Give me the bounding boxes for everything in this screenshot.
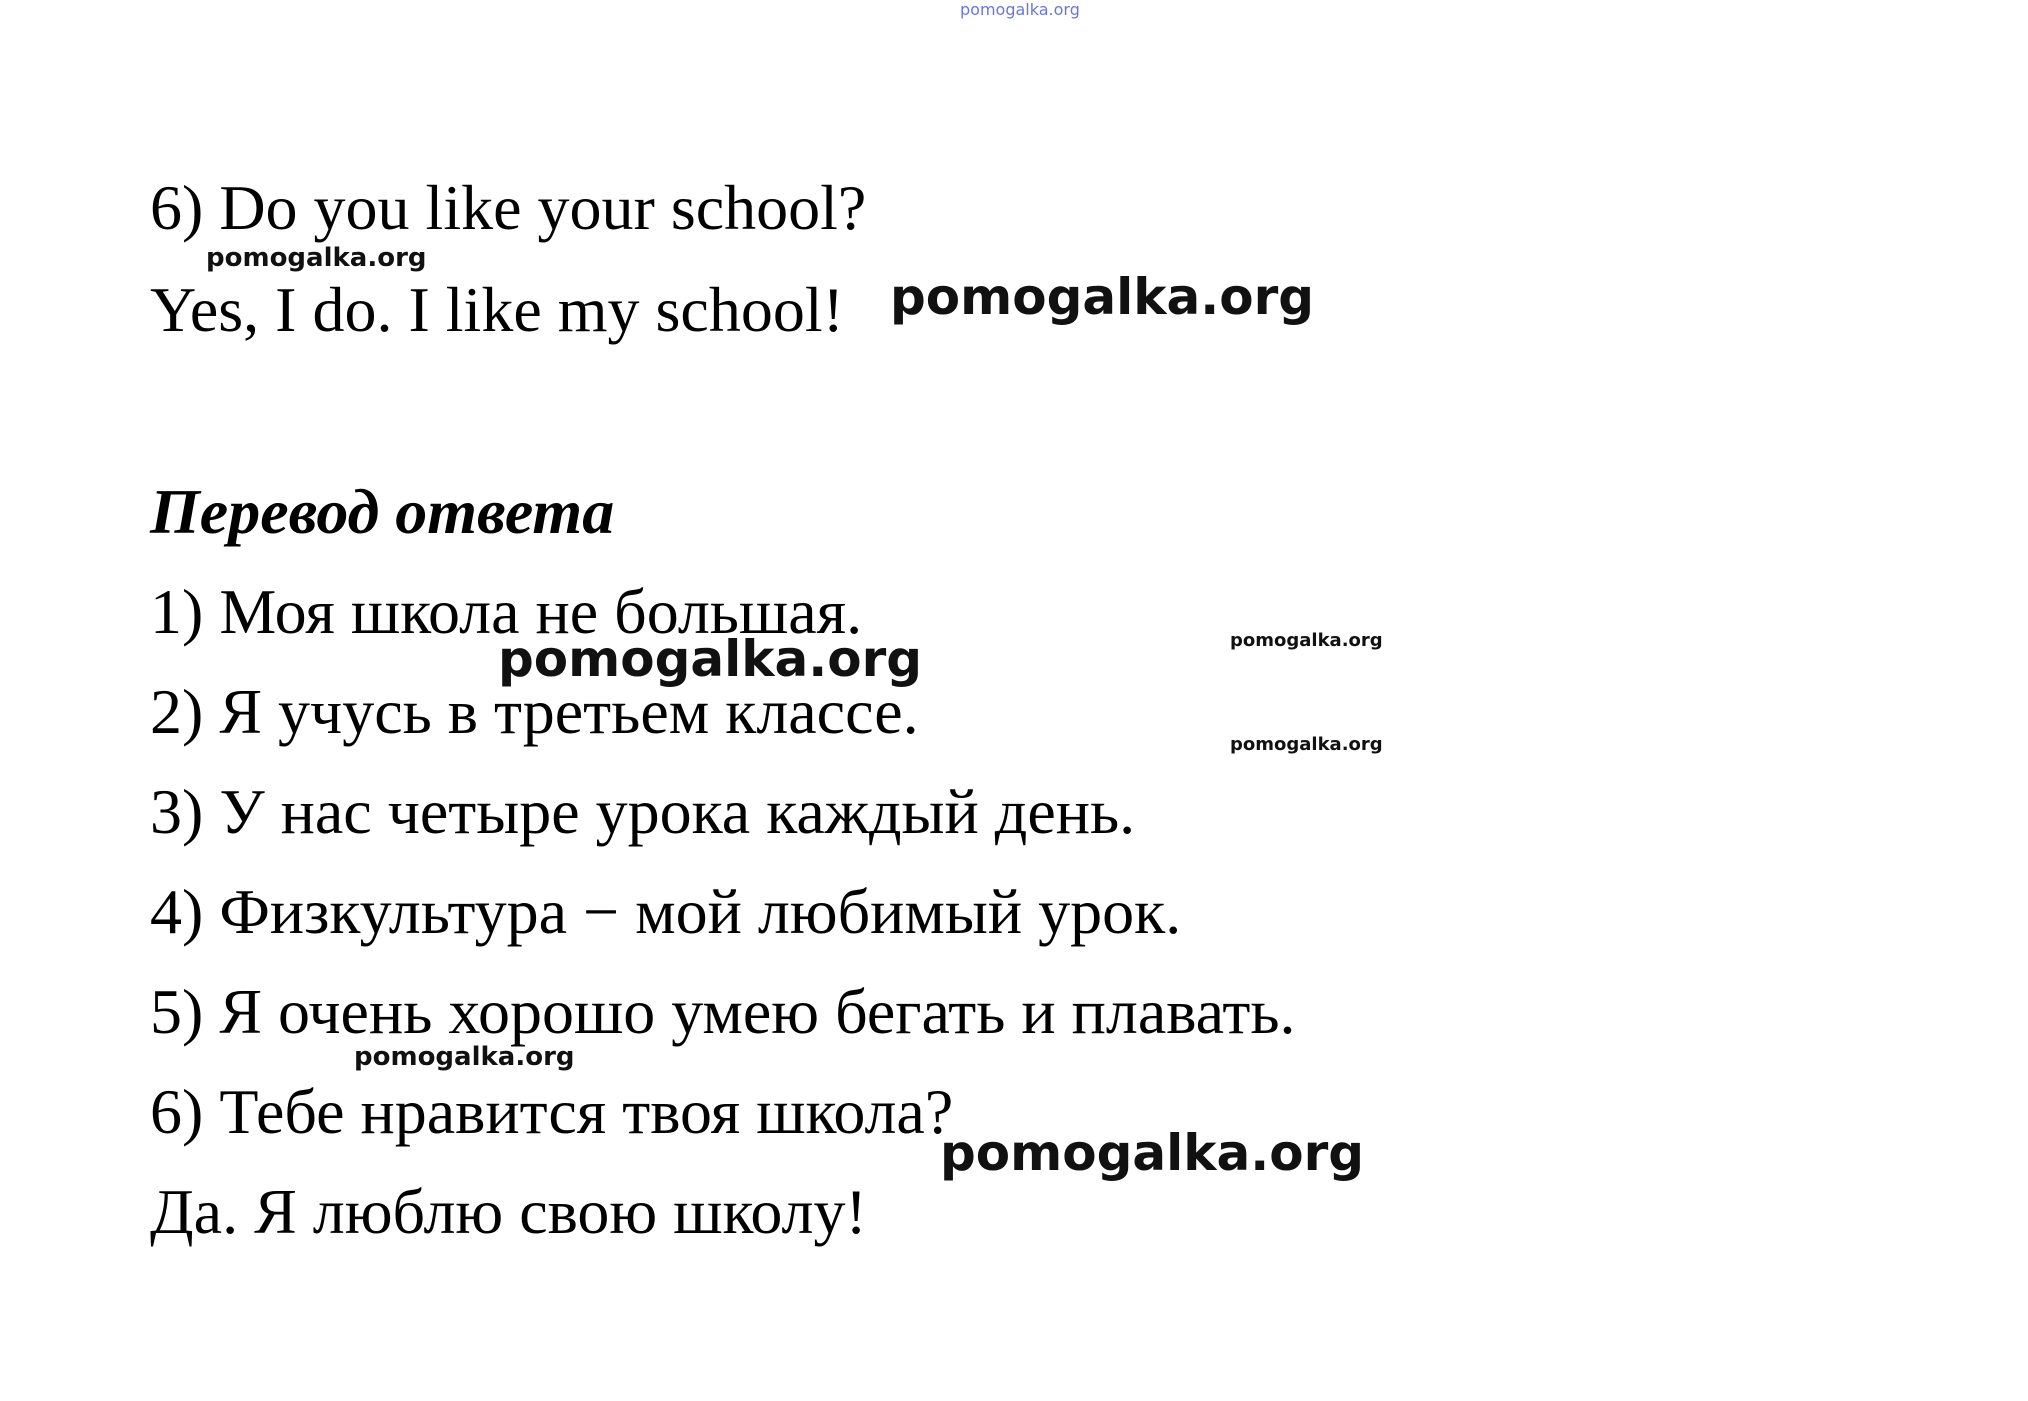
answer-6: Yes, I do. I like my school! (150, 274, 844, 345)
translation-item-2: 2) Я учусь в третьем классе. (150, 676, 919, 747)
watermark-large-2: pomogalka.org (498, 630, 923, 688)
watermark-small-2: pomogalka.org (354, 1042, 575, 1072)
translation-item-4: 4) Физкультура − мой любимый урок. (150, 876, 1182, 947)
translation-item-3: 3) У нас четыре урока каждый день. (150, 776, 1136, 847)
translation-item-1: 1) Моя школа не большая. (150, 576, 863, 647)
watermark-top: pomogalka.org (960, 0, 1080, 19)
question-6: 6) Do you like your school? (150, 172, 867, 243)
watermark-large-3: pomogalka.org (940, 1124, 1365, 1182)
watermark-small-1: pomogalka.org (206, 243, 427, 273)
translation-item-6: 6) Тебе нравится твоя школа? (150, 1076, 954, 1147)
translation-heading: Перевод ответа (150, 476, 615, 547)
watermark-tiny-2: pomogalka.org (1230, 734, 1383, 755)
watermark-tiny-1: pomogalka.org (1230, 630, 1383, 651)
watermark-large-1: pomogalka.org (890, 268, 1315, 326)
translation-item-7: Да. Я люблю свою школу! (150, 1176, 867, 1247)
translation-item-5: 5) Я очень хорошо умею бегать и плавать. (150, 976, 1296, 1047)
